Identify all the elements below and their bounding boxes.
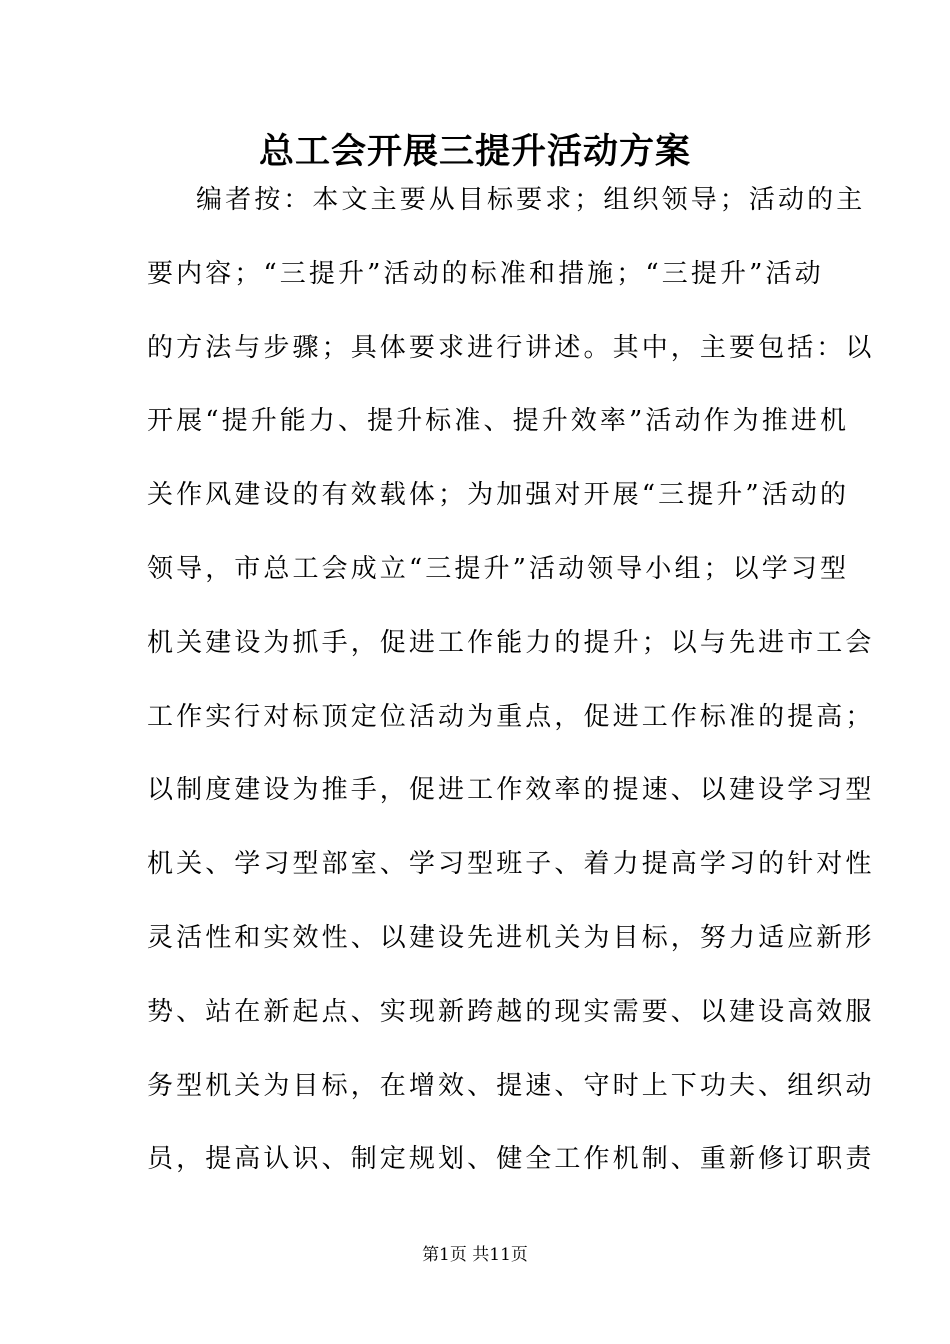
body-line: 的方法与步骤；具体要求进行讲述。其中，主要包括：以 (147, 332, 875, 363)
body-line: 关作风建设的有效载体；为加强对开展“三提升”活动的 (147, 480, 850, 511)
document-body (147, 176, 875, 1209)
body-line: 开展“提升能力、提升标准、提升效率”活动作为推进机 (147, 406, 850, 437)
page-number-footer: 第1页 共11页 (422, 1245, 528, 1265)
body-line: 要内容；“三提升”活动的标准和措施；“三提升”活动 (147, 258, 824, 289)
body-line: 以制度建设为推手，促进工作效率的提速、以建设学习型 (147, 775, 875, 806)
body-line: 灵活性和实效性、以建设先进机关为目标，努力适应新形 (147, 922, 875, 953)
body-line: 领导，市总工会成立“三提升”活动领导小组；以学习型 (147, 553, 850, 584)
body-line: 工作实行对标顶定位活动为重点，促进工作标准的提高； (147, 701, 875, 732)
document-title: 总工会开展三提升活动方案 (258, 131, 691, 172)
body-line: 编者按：本文主要从目标要求；组织领导；活动的主 (196, 185, 866, 215)
body-line: 机关、学习型部室、学习型班子、着力提高学习的针对性 (147, 849, 875, 880)
body-line: 势、站在新起点、实现新跨越的现实需要、以建设高效服 (147, 996, 875, 1027)
body-line: 机关建设为抓手，促进工作能力的提升；以与先进市工会 (147, 627, 875, 658)
body-line: 务型机关为目标，在增效、提速、守时上下功夫、组织动 (147, 1070, 875, 1101)
body-line: 员，提高认识、制定规划、健全工作机制、重新修订职责 (147, 1144, 875, 1175)
